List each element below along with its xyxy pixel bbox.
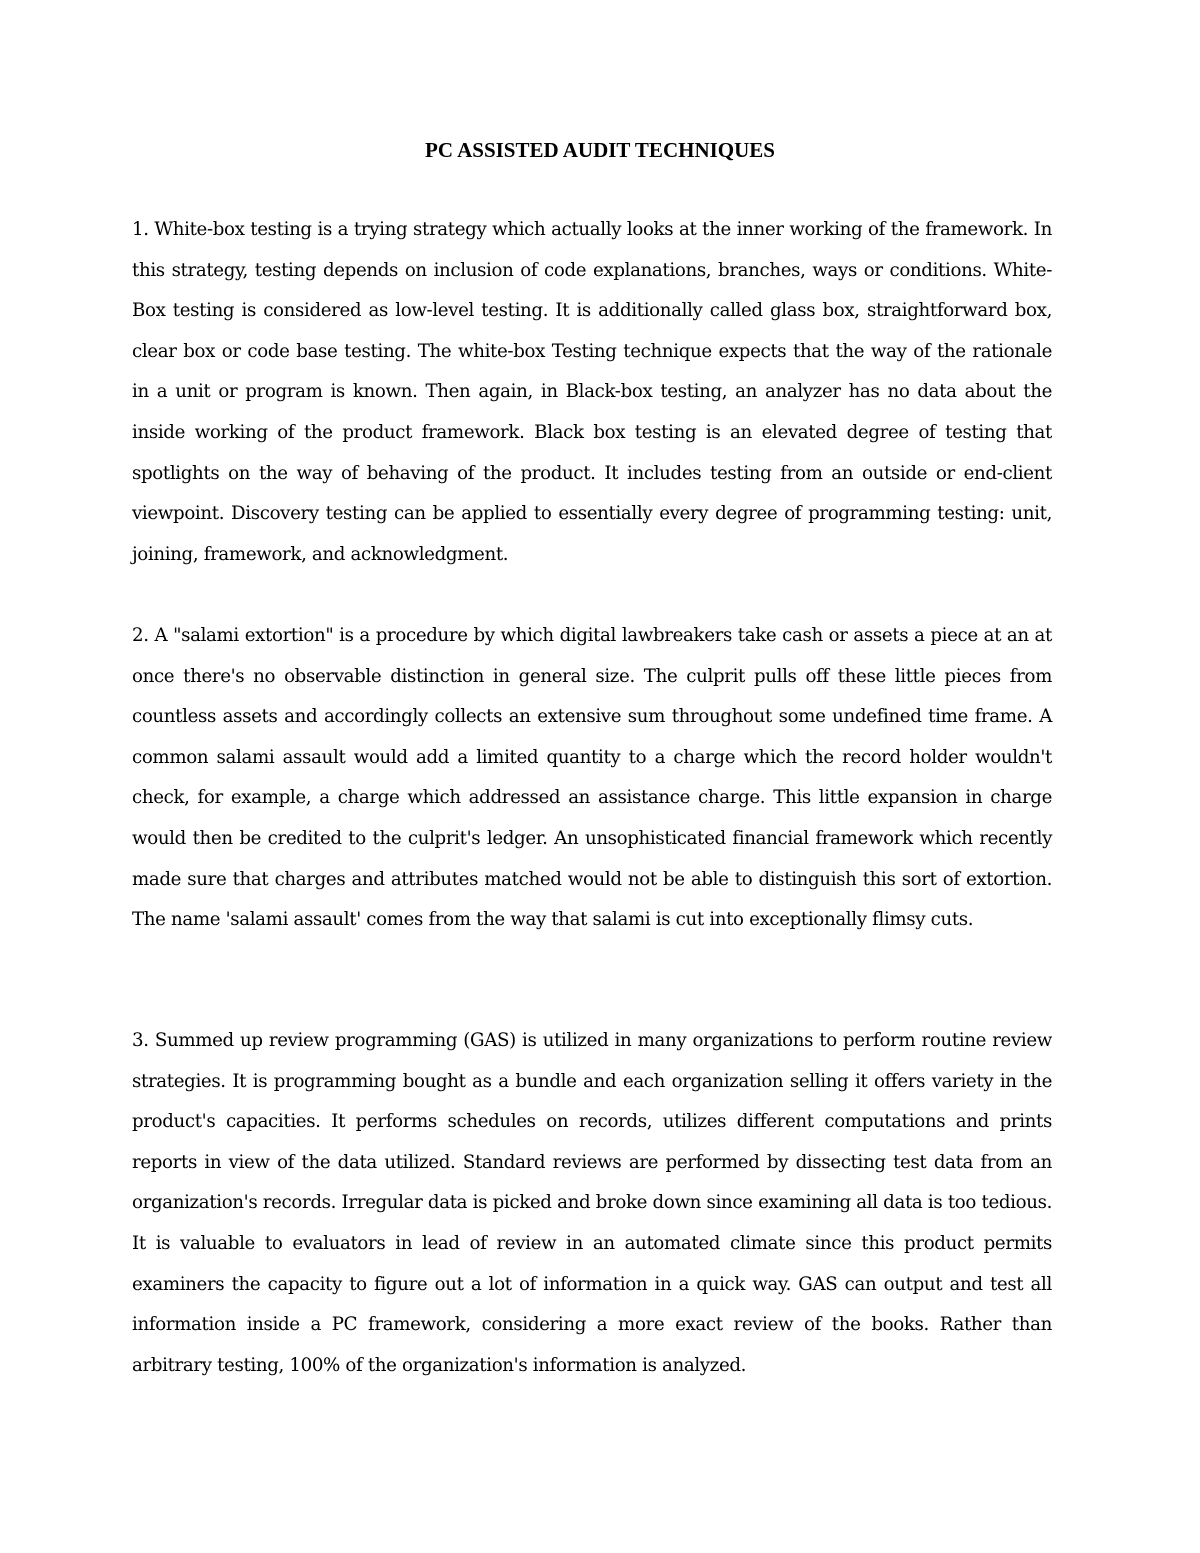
paragraph-generalized-audit-software: 3. Summed up review programming (GAS) is utilized in many organizations to perform routine review strategies. It is programming bought as a bundle and each organization selling it offers variety in the product's capacities. It performs schedules on records, utilizes different computations and prints reports in view of the data utilized. Standard reviews are performed by dissecting test data from an organization's records. Irregular data is picked and broke down since examining all data is too tedious. It is valuable to evaluators in lead of review in an automated climate since this product permits examiners the capacity to figure out a lot of information in a quick way. GAS can output and test all information inside a PC framework, considering a more exact review of the books. Rather than arbitrary testing, 100% of the organization's information is analyzed. bbox=[132, 1030, 1052, 1376]
paragraph-white-box-testing: 1. White-box testing is a trying strategy which actually looks at the inner working of the framework. In this strategy, testing depends on inclusion of code explanations, branches, ways or conditions. White-Box testing is considered as low-level testing. It is additionally called glass box, straightforward box, clear box or code base testing. The white-box Testing technique expects that the way of the rationale in a unit or program is known. Then again, in Black-box testing, an analyzer has no data about the inside working of the product framework. Black box testing is an elevated degree of testing that spotlights on the way of behaving of the product. It includes testing from an outside or end-client viewpoint. Discovery testing can be applied to essentially every degree of programming testing: unit, joining, framework, and acknowledgment. bbox=[132, 219, 1052, 565]
paragraph-salami-extortion: 2. A "salami extortion" is a procedure by which digital lawbreakers take cash or assets a piece at an at once there's no observable distinction in general size. The culprit pulls off these little pieces from countless assets and accordingly collects an extensive sum throughout some undefined time frame. A common salami assault would add a limited quantity to a charge which the record holder wouldn't check, for example, a charge which addressed an assistance charge. This little expansion in charge would then be credited to the culprit's ledger. An unsophisticated financial framework which recently made sure that charges and attributes matched would not be able to distinguish this sort of extortion. The name 'salami assault' comes from the way that salami is cut into exceptionally flimsy cuts. bbox=[132, 625, 1052, 931]
document-title: PC ASSISTED AUDIT TECHNIQUES bbox=[425, 138, 775, 162]
